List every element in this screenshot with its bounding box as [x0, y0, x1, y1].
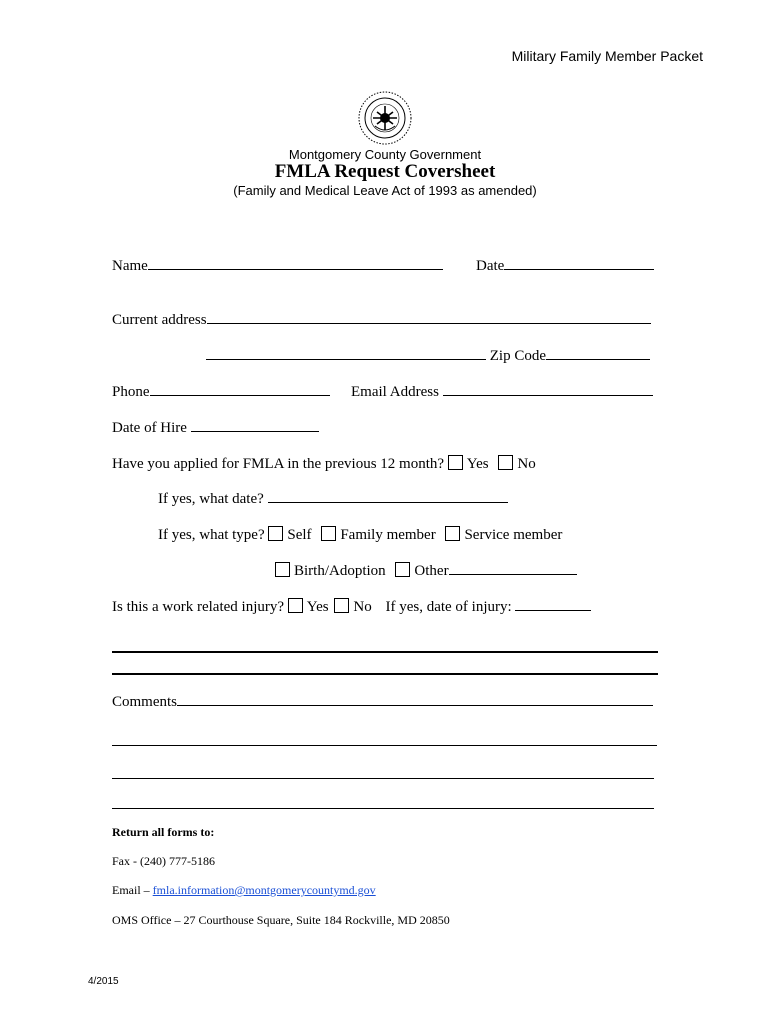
- type-service-member-label: Service member: [464, 527, 563, 543]
- if-yes-type-row: [158, 526, 562, 544]
- email-line: [112, 883, 376, 898]
- date-field[interactable]: [504, 268, 654, 270]
- divider-top: [112, 651, 658, 653]
- name-row: [112, 258, 443, 275]
- email-prefix: Email –: [112, 883, 153, 897]
- applied-question: Have you applied for FMLA in the previous 12 month?: [112, 456, 445, 472]
- date-of-hire-field[interactable]: [191, 430, 319, 432]
- date-of-hire-label: Date of Hire: [112, 420, 187, 436]
- type-family-member-label: Family member: [340, 527, 436, 543]
- comments-label: Comments: [112, 694, 178, 710]
- injury-row: [112, 598, 591, 616]
- agency-name: Montgomery County Government: [288, 147, 482, 162]
- injury-date-field[interactable]: [515, 609, 591, 611]
- date-label: Date: [476, 258, 505, 274]
- applied-yes-checkbox[interactable]: [448, 455, 463, 470]
- type-self-label: Self: [287, 527, 312, 543]
- comments-line-2[interactable]: [112, 745, 657, 746]
- email-link[interactable]: fmla.information@montgomerycountymd.gov: [152, 883, 376, 897]
- email-row: [351, 384, 653, 401]
- date-row: [476, 258, 654, 275]
- phone-row: [112, 384, 330, 401]
- zip-label: Zip Code: [489, 348, 546, 364]
- address-row: [112, 312, 651, 329]
- applied-no-checkbox[interactable]: [498, 455, 513, 470]
- type-other-checkbox[interactable]: [395, 562, 410, 577]
- injury-yes-label: Yes: [306, 599, 329, 615]
- name-label: Name: [112, 258, 148, 274]
- divider-bottom: [112, 673, 658, 675]
- if-yes-date-label: If yes, what date?: [158, 491, 264, 507]
- injury-no-checkbox[interactable]: [334, 598, 349, 613]
- address-line2-field[interactable]: [206, 358, 486, 360]
- phone-field[interactable]: [150, 394, 330, 396]
- current-address-label: Current address: [112, 312, 207, 328]
- type-birth-adoption-label: Birth/Adoption: [294, 563, 386, 579]
- type-row2: [275, 562, 577, 580]
- phone-label: Phone: [112, 384, 150, 400]
- email-label: Email Address: [351, 384, 439, 400]
- type-other-label: Other: [414, 563, 449, 579]
- page-subtitle: (Family and Medical Leave Act of 1993 as amended): [233, 183, 537, 198]
- type-self-checkbox[interactable]: [268, 526, 283, 541]
- comments-row: [112, 694, 653, 711]
- comments-field[interactable]: [177, 704, 653, 706]
- revision-date: 4/2015: [88, 976, 119, 987]
- comments-line-4[interactable]: [112, 808, 654, 809]
- injury-question: Is this a work related injury?: [112, 599, 285, 615]
- if-yes-date-field[interactable]: [268, 501, 508, 503]
- address-line2-row: [206, 348, 650, 365]
- page-title: FMLA Request Coversheet: [274, 161, 496, 182]
- name-field[interactable]: [148, 268, 443, 270]
- fax-line: Fax - (240) 777-5186: [112, 854, 215, 868]
- return-heading: Return all forms to:: [112, 825, 215, 839]
- applied-yes-label: Yes: [466, 456, 489, 472]
- injury-date-label: If yes, date of injury:: [385, 599, 512, 615]
- comments-line-3[interactable]: [112, 778, 654, 779]
- county-seal-logo: [357, 90, 413, 146]
- current-address-field[interactable]: [207, 322, 651, 324]
- office-line: OMS Office – 27 Courthouse Square, Suite 184 Rockville, MD 20850: [112, 913, 450, 927]
- email-field[interactable]: [443, 394, 653, 396]
- applied-row: [112, 455, 536, 473]
- injury-no-label: No: [353, 599, 372, 615]
- type-other-field[interactable]: [449, 573, 577, 575]
- type-service-member-checkbox[interactable]: [445, 526, 460, 541]
- packet-title: Military Family Member Packet: [511, 48, 703, 64]
- applied-no-label: No: [517, 456, 536, 472]
- if-yes-type-label: If yes, what type?: [158, 527, 265, 543]
- date-of-hire-row: [112, 420, 319, 437]
- zip-field[interactable]: [546, 358, 650, 360]
- injury-yes-checkbox[interactable]: [288, 598, 303, 613]
- type-family-member-checkbox[interactable]: [321, 526, 336, 541]
- type-birth-adoption-checkbox[interactable]: [275, 562, 290, 577]
- if-yes-date-row: [158, 491, 508, 508]
